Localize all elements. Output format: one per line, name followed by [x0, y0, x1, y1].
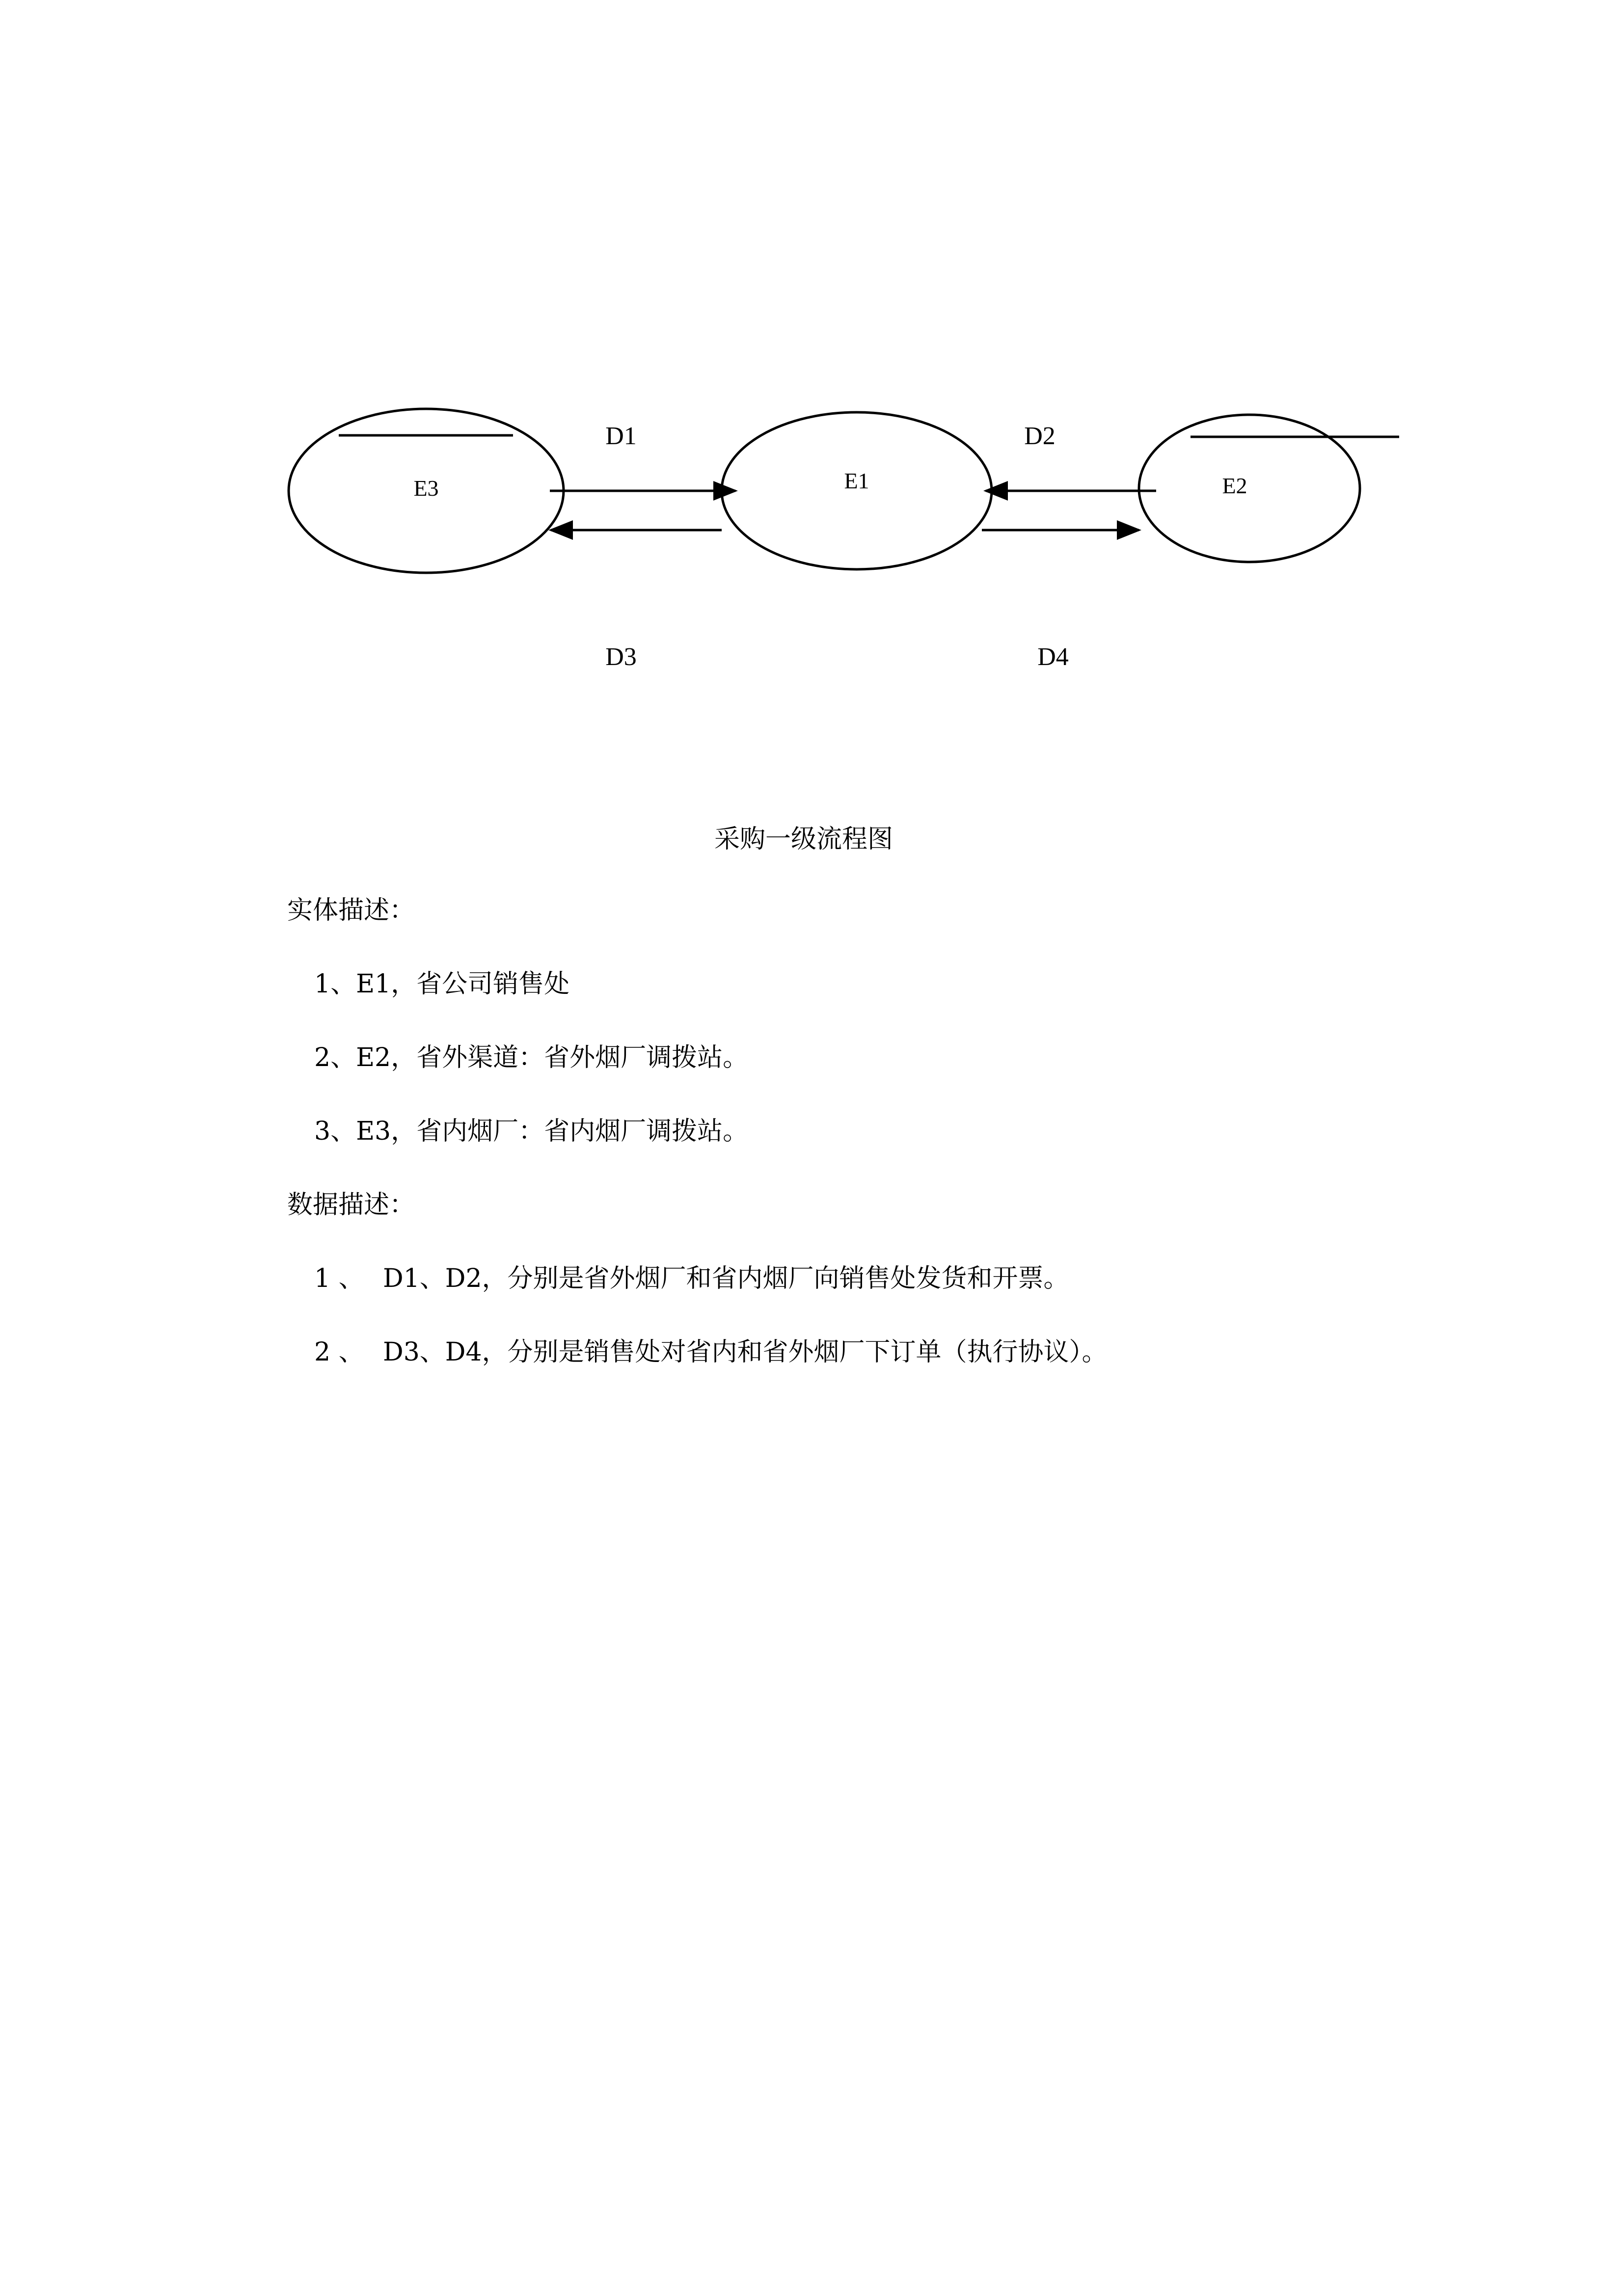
entity-e2-label: E2: [1222, 473, 1247, 498]
flow-d2-label: D2: [1024, 422, 1056, 450]
data-section-heading: 数据描述：: [287, 1190, 415, 1220]
entity-e3-label: E3: [413, 476, 439, 501]
flow-d1-label: D1: [605, 422, 637, 450]
data-item-2: [314, 1337, 1108, 1367]
entity-section-heading: 实体描述：: [287, 896, 415, 925]
data-item-1-text: D1、D2，分别是省外烟厂和省内烟厂向销售处发货和开票。: [383, 1264, 1069, 1293]
data-item-2-number: 2 、: [314, 1337, 364, 1367]
flow-d4-label: D4: [1037, 643, 1069, 671]
entity-e1-node: [722, 412, 992, 569]
entity-item-2: 2、E2，省外渠道：省外烟厂调拨站。: [314, 1043, 749, 1072]
diagram-caption: 采购一级流程图: [714, 825, 893, 854]
flow-d3-label: D3: [605, 643, 637, 671]
entity-e3-node: [289, 409, 564, 573]
entity-item-3: 3、E3，省内烟厂：省内烟厂调拨站。: [314, 1117, 749, 1146]
entity-item-1: 1、E1，省公司销售处: [314, 969, 570, 999]
flow-diagram: [0, 0, 1624, 736]
entity-e1-label: E1: [844, 468, 869, 493]
data-item-1-number: 1 、: [314, 1264, 364, 1293]
entity-e2-node: [1139, 415, 1399, 562]
data-item-1: [314, 1264, 1069, 1293]
data-item-2-text: D3、D4，分别是销售处对省内和省外烟厂下订单（执行协议）。: [383, 1337, 1108, 1367]
